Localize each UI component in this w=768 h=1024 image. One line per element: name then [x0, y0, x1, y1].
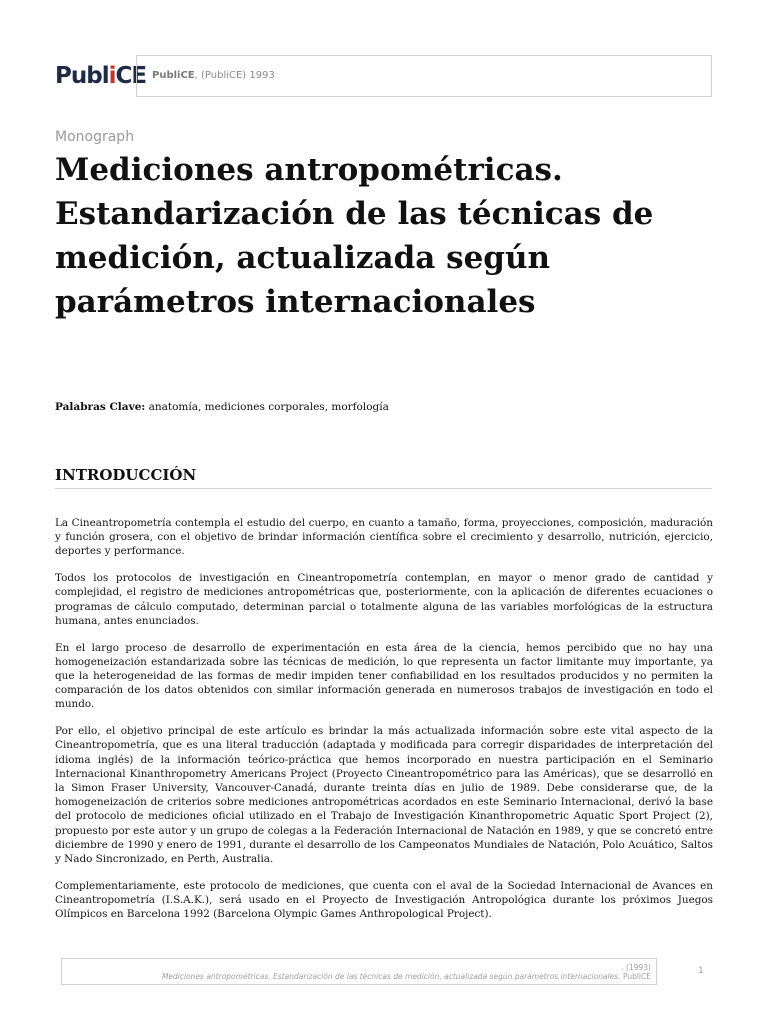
document-title: Mediciones antropométricas. Estandarización de las técnicas de medición, actualizada según parámetros internacionales	[55, 152, 654, 320]
paragraph: Por ello, el objetivo principal de este artículo es brindar la más actualizada información sobre este vital aspecto de la Cineantropometría, que es una literal traducción (adaptada y modificada para corregir disparidades de interpretación del idioma inglés) de la información teórico-práctica que hemos incorporado en nuestra participación en el Seminario Internacional Kinanthropometry Americans Project (Proyecto Cineantropométrico para las Américas), que se desarrolló en la Simon Fraser University, Vancouver-Canadá, durante treinta días en julio de 1989. Debe considerarse que, de la homogeneización de criterios sobre mediciones antropométricas acordados en este Seminario Internacional, derivó la base del protocolo de mediciones oficial utilizado en el Trabajo de Investigación Kinanthropometric Aquatic Sport Project (2), propuesto por este autor y un grupo de colegas a la Federación Internacional de Natación en 1989, y que se concretó entre diciembre de 1990 y enero de 1991, durante el desarrollo de los Campeonatos Mundiales de Natación, Polo Acuático, Saltos y Nado Sincronizado, en Perth, Australia.	[55, 725, 713, 866]
keywords	[55, 401, 389, 413]
section-body	[55, 516, 713, 934]
page-footer	[61, 958, 657, 985]
paragraph: Todos los protocolos de investigación en Cineantropometría contemplan, en mayor o menor grado de cantidad y complejidad, el registro de mediciones antropométricas que, posteriormente, con la aplicación de diferentes ecuaciones o programas de cálculo computado, determinan parcial o totalmente alguna de las variables morfológicas de la estructura humana, antes enunciados.	[55, 572, 713, 627]
section-heading: INTRODUCCIÓN	[55, 464, 712, 489]
keywords-list: anatomía, mediciones corporales, morfología	[148, 401, 389, 413]
footer-year: . (1993)	[621, 963, 651, 972]
publisher-name: PubliCE	[152, 70, 195, 81]
keywords-label: Palabras Clave:	[55, 401, 146, 413]
paragraph: Complementariamente, este protocolo de mediciones, que cuenta con el aval de la Sociedad Internacional de Avances en Cineantropometría (I.S.A.K.), será usado en el Proyecto de Investigación Antropológica durante los próximos Juegos Olímpicos en Barcelona 1992 (Barcelona Olympic Games Anthropological Project).	[55, 879, 713, 921]
page-number: 1	[698, 966, 704, 976]
document-type: Monograph	[55, 129, 135, 145]
footer-citation	[62, 972, 651, 981]
citation-text: , (PubliCE) 1993	[194, 70, 275, 81]
paragraph: En el largo proceso de desarrollo de experimentación en esta área de la ciencia, hemos percibido que no hay una homogeneización estandarizada sobre las técnicas de medición, lo que representa un factor limitante muy importante, ya que la heterogeneidad de las formas de medir impiden tener confiabilidad en los resultados producidos y no permiten la comparación de los datos obtenidos con similar información generada en numerosos trabajos de investigación en todo el mundo.	[55, 641, 713, 711]
footer-publisher: PubliCE	[622, 972, 651, 981]
page-header	[55, 55, 712, 97]
footer-running-title: Mediciones antropométricas. Estandarización de las técnicas de medición, actualizada según parámetros internacionales.	[161, 972, 621, 981]
citation-box	[136, 55, 712, 97]
publice-logo[interactable]: PubliCE	[55, 63, 147, 89]
paragraph: La Cineantropometría contempla el estudio del cuerpo, en cuanto a tamaño, forma, proyecciones, composición, maduración y función grosera, con el objetivo de brindar información científica sobre el crecimiento y desarrollo, nutrición, ejercicio, deportes y performance.	[55, 517, 713, 558]
